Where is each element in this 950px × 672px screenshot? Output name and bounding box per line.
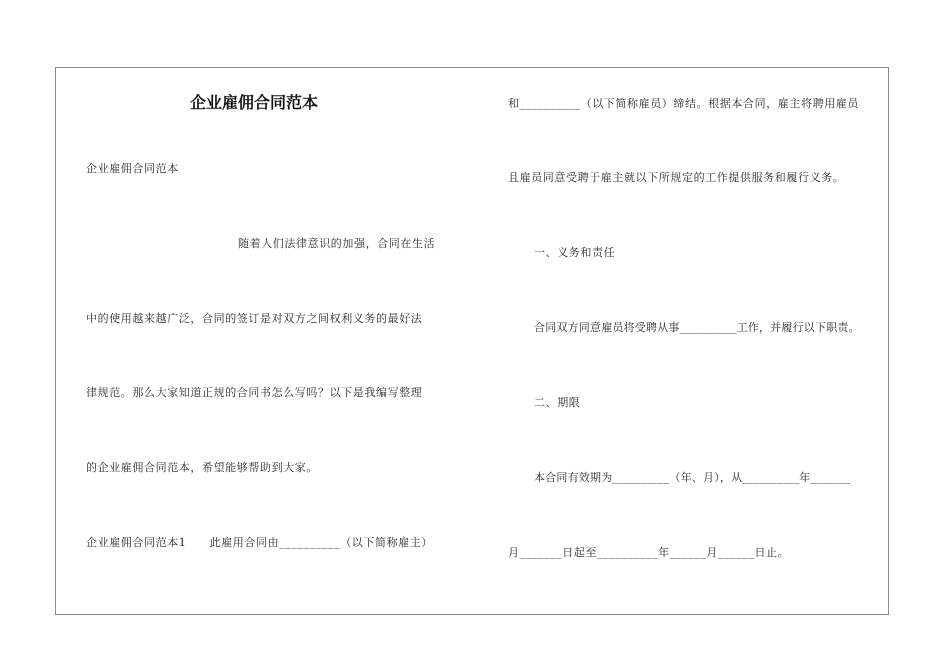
section1-text: 合同双方同意雇员将受聘从事__________工作，并履行以下职责。 [534, 321, 860, 334]
sample1-line: 企业雇佣合同范本1 此雇用合同由__________（以下简称雇主） [86, 536, 433, 549]
section1-heading: 一、义务和责任 [534, 246, 616, 259]
document-title: 企业雇佣合同范本 [190, 93, 319, 112]
contract-line-2: 且雇员同意受聘于雇主就以下所规定的工作提供服务和履行义务。 [508, 171, 845, 184]
intro-line-4: 的企业雇佣合同范本，希望能够帮助到大家。 [86, 461, 318, 474]
intro-line-3: 律规范。那么大家知道正规的合同书怎么写吗？以下是我编写整理 [86, 386, 423, 399]
intro-line-1: 随着人们法律意识的加强，合同在生活 [238, 237, 436, 250]
section2-text-1: 本合同有效期为__________（年、月），从__________年_______ [534, 471, 851, 484]
section2-text-2: 月_______日起至__________年______月______日止。 [508, 546, 790, 559]
contract-line-1: 和__________（以下简称雇员）缔结。根据本合同，雇主将聘用雇员 [508, 97, 859, 110]
page-frame [55, 67, 889, 615]
section2-heading: 二、期限 [534, 396, 581, 409]
intro-line-2: 中的使用越来越广泛，合同的签订是对双方之间权利义务的最好法 [86, 312, 423, 325]
document-subtitle: 企业雇佣合同范本 [86, 162, 179, 175]
